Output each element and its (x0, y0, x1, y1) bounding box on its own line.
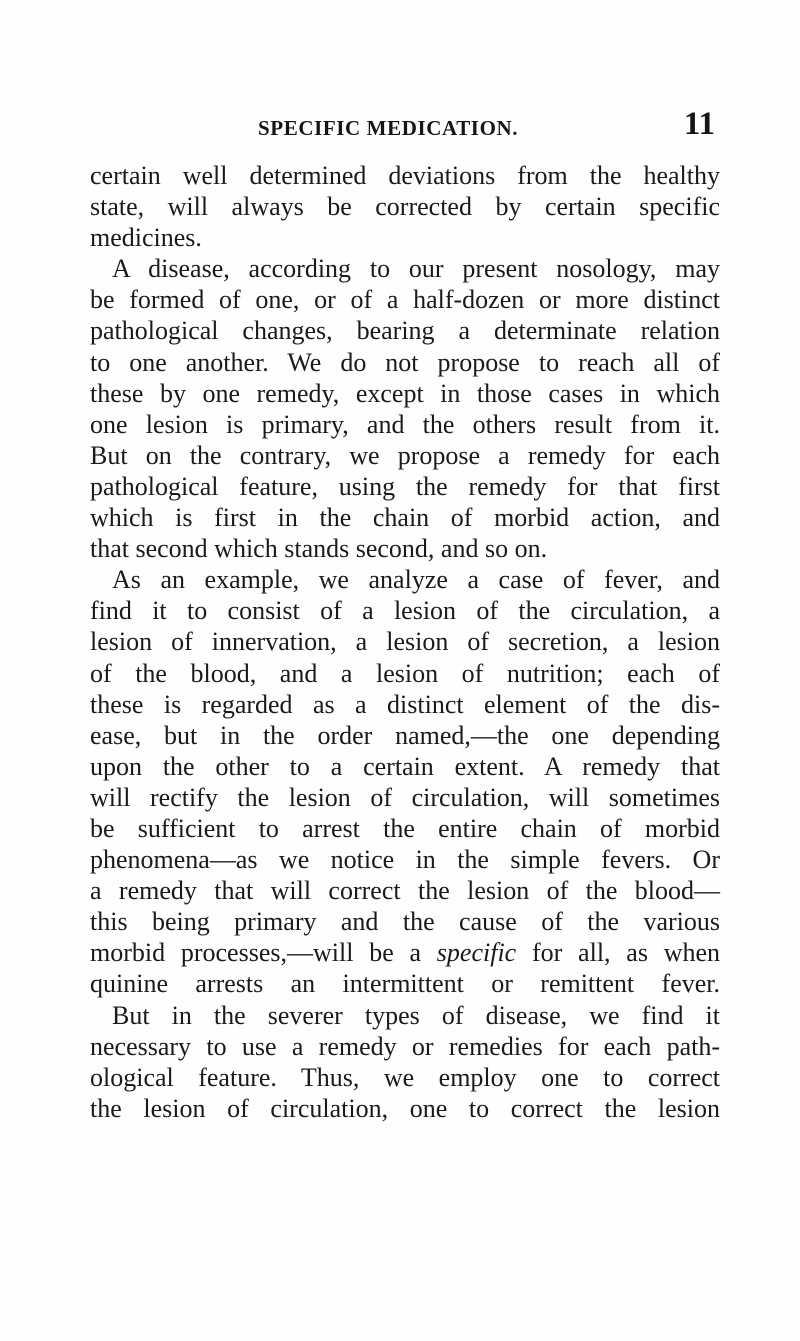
running-head (258, 106, 718, 146)
text-line: that second which stands second, and so on. (90, 534, 548, 564)
text-line: A disease, according to our present nosology, may (112, 254, 720, 284)
text-line: ological feature. Thus, we employ one to correct (90, 1062, 720, 1092)
text-line: this being primary and the cause of the various (90, 907, 720, 937)
text-line: a remedy that will correct the lesion of the blood— (90, 876, 720, 906)
text-line: be formed of one, or of a half-dozen or more distinct (90, 285, 720, 315)
text-line: But on the contrary, we propose a remedy for each (90, 440, 720, 470)
text-line: lesion of innervation, a lesion of secretion, a lesion (90, 627, 720, 657)
text-line: these is regarded as a distinct element of the dis- (90, 689, 720, 719)
text-segment: for all, as when (531, 938, 721, 968)
text-line: medicines. (90, 223, 202, 253)
text-line: to one another. We do not propose to reach all of (90, 347, 720, 377)
text-line: pathological changes, bearing a determinate relation (90, 316, 720, 346)
page-number: 11 (683, 106, 715, 142)
text-line: the lesion of circulation, one to correct the lesion (90, 1093, 720, 1123)
text-line: these by one remedy, except in those cases in which (90, 378, 720, 408)
text-line: certain well determined deviations from the healthy (90, 161, 720, 190)
text-line: find it to consist of a lesion of the circulation, a (90, 596, 720, 626)
text-line: pathological feature, using the remedy for that first (90, 471, 720, 501)
text-line: But in the severer types of disease, we find it (112, 1000, 720, 1030)
text-segment: morbid processes,—will be a (90, 938, 422, 968)
text-line: state, will always be corrected by certain specific (90, 192, 720, 222)
text-line: will rectify the lesion of circulation, will sometimes (90, 782, 720, 812)
text-line: As an example, we analyze a case of fever, and (112, 565, 720, 595)
text-line: necessary to use a remedy or remedies for each path- (90, 1031, 720, 1061)
italic-term: specific (436, 938, 517, 968)
text-line: upon the other to a certain extent. A remedy that (90, 751, 720, 781)
text-line: one lesion is primary, and the others result from it. (90, 409, 720, 439)
body-text (90, 160, 720, 1124)
text-line: be sufficient to arrest the entire chain of morbid (90, 813, 720, 843)
text-line: quinine arrests an intermittent or remittent fever. (90, 969, 720, 999)
text-line: ease, but in the order named,—the one depending (90, 720, 720, 750)
text-line: which is first in the chain of morbid action, and (90, 503, 720, 533)
text-line: of the blood, and a lesion of nutrition; each of (90, 658, 720, 688)
text-line: phenomena—as we notice in the simple fevers. Or (90, 845, 720, 875)
text-line (90, 937, 720, 968)
running-head-title: SPECIFIC MEDICATION. (258, 116, 519, 140)
